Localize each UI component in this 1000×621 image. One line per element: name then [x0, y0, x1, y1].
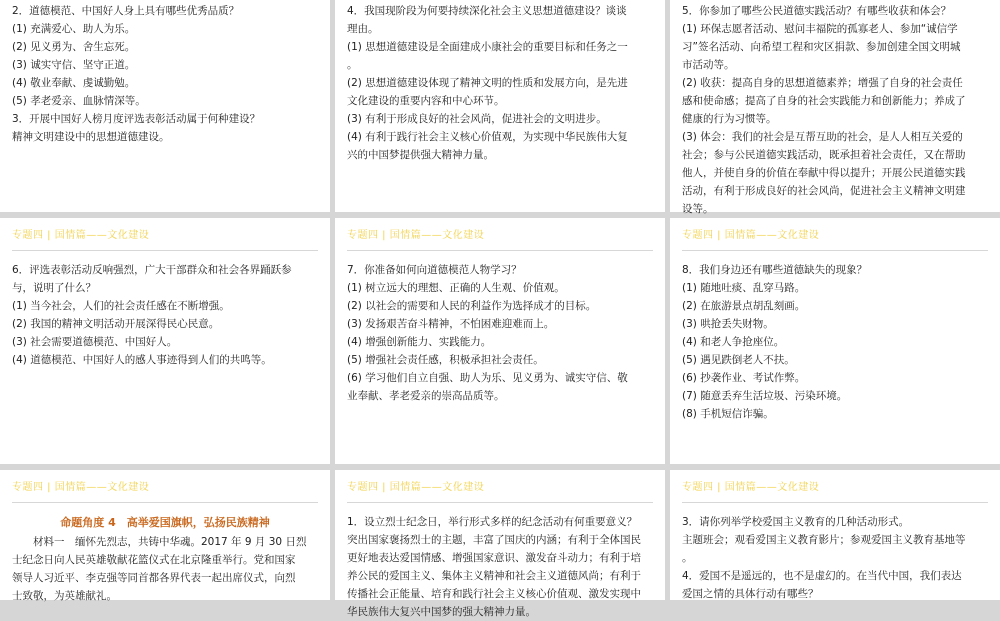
panel-body: [347, 513, 653, 621]
header-divider: [347, 250, 653, 251]
panel-q7: [335, 218, 665, 464]
text-line: (1) 随地吐痰、乱穿马路。: [682, 282, 806, 294]
text-line: 。: [347, 59, 358, 71]
text-line: (1) 当今社会，人们的社会责任感在不断增强。: [12, 300, 230, 312]
panel-q3-q4-patriotism: [670, 470, 1000, 600]
text-line: 理由。: [347, 23, 379, 35]
text-line: 华民族伟大复兴中国梦的强大精神力量。: [347, 606, 536, 618]
text-line: 5．你参加了哪些公民道德实践活动？有哪些收获和体会？: [682, 5, 952, 17]
text-line: (2) 我国的精神文明活动开展深得民心民意。: [12, 318, 220, 330]
text-line: 3．开展中国好人榜月度评选表彰活动属于何种建设？: [12, 113, 261, 125]
text-line: (7) 随意丢弃生活垃圾、污染环境。: [682, 390, 848, 402]
text-line: (3) 发扬艰苦奋斗精神，不怕困难迎难而上。: [347, 318, 555, 330]
text-line: 材料一 缅怀先烈志，共铸中华魂。2017 年 9 月 30 日烈: [33, 536, 307, 548]
header-divider: [12, 502, 318, 503]
text-line: (1) 充满爱心、助人为乐。: [12, 23, 136, 35]
header-divider: [12, 250, 318, 251]
text-line: (4) 增强创新能力、实践能力。: [347, 336, 492, 348]
text-line: 1．设立烈士纪念日，举行形式多样的纪念活动有何重要意义？: [347, 516, 638, 528]
text-line: (5) 遇见跌倒老人不扶。: [682, 354, 795, 366]
text-line: 更好地表达爱国情感、增强国家意识、激发奋斗动力；有利于培: [347, 552, 641, 564]
text-line: (6) 学习他们自立自强、助人为乐、见义勇为、诚实守信、敬: [347, 372, 628, 384]
slide-header: 专题四 | 国情篇——文化建设: [682, 230, 820, 241]
text-line: 市活动等。: [682, 59, 735, 71]
panel-q6: [0, 218, 330, 464]
panel-q2-q3: [0, 0, 330, 212]
text-line: (6) 抄袭作业、考试作弊。: [682, 372, 806, 384]
text-line: 业奉献、孝老爱亲的崇高品质等。: [347, 390, 505, 402]
slide-header: 专题四 | 国情篇——文化建设: [347, 482, 485, 493]
text-line: (1) 树立远大的理想、正确的人生观、价值观。: [347, 282, 565, 294]
text-line: 领导人习近平、李克强等同首都各界代表一起出席仪式，向烈: [12, 572, 296, 584]
slide-header: 专题四 | 国情篇——文化建设: [12, 230, 150, 241]
text-line: 文化建设的重要内容和中心环节。: [347, 95, 505, 107]
text-line: 士致敬，为英雄献礼。: [12, 590, 117, 602]
text-line: 主题班会；观看爱国主义教育影片；参观爱国主义教育基地等: [682, 534, 966, 546]
text-line: 习”签名活动、向希望工程和灾区捐款、参加创建全国文明城: [682, 41, 961, 53]
text-line: (3) 体会：我们的社会是互帮互助的社会，是人人相互关爱的: [682, 131, 963, 143]
header-divider: [682, 502, 988, 503]
text-line: 爱国之情的具体行动有哪些？: [682, 588, 819, 600]
panel-body: [682, 0, 988, 218]
panel-q1-martyrs: [335, 470, 665, 618]
text-line: 传播社会正能量、培育和践行社会主义核心价值观、激发实现中: [347, 588, 641, 600]
panel-body: [12, 0, 318, 146]
text-line: (5) 增强社会责任感，积极承担社会责任。: [347, 354, 544, 366]
text-line: (3) 诚实守信、坚守正道。: [12, 59, 136, 71]
text-line: 与，说明了什么？: [12, 282, 96, 294]
text-line: 设等。: [682, 203, 714, 215]
text-line: 3．请你列举学校爱国主义教育的几种活动形式。: [682, 516, 910, 528]
panel-q5: [670, 0, 1000, 215]
header-divider: [682, 250, 988, 251]
text-line: (2) 收获：提高自身的思想道德素养；增强了自身的社会责任: [682, 77, 963, 89]
text-line: 他人，并使自身的价值在奉献中得以提升；开展公民道德实践: [682, 167, 966, 179]
text-line: 4．我国现阶段为何要持续深化社会主义思想道德建设？谈谈: [347, 5, 627, 17]
text-line: 活动，有利于形成良好的社会风尚，促进社会主义精神文明建: [682, 185, 966, 197]
text-line: (4) 和老人争抢座位。: [682, 336, 785, 348]
text-line: 7．你准备如何向道德模范人物学习？: [347, 264, 522, 276]
text-line: (3) 社会需要道德模范、中国好人。: [12, 336, 178, 348]
text-line: 社会；参与公民道德实践活动，既承担着社会责任，又在帮助: [682, 149, 966, 161]
text-line: (2) 思想道德建设体现了精神文明的性质和发展方向，是先进: [347, 77, 628, 89]
header-divider: [347, 502, 653, 503]
text-line: (3) 有利于形成良好的社会风尚，促进社会的文明进步。: [347, 113, 607, 125]
panel-q4: [335, 0, 665, 212]
text-line: 兴的中国梦提供强大精神力量。: [347, 149, 494, 161]
panel-q8: [670, 218, 1000, 464]
text-line: 突出国家褒扬烈士的主题，丰富了国庆的内涵；有利于全体国民: [347, 534, 641, 546]
text-line: 士纪念日向人民英雄敬献花篮仪式在北京隆重举行。党和国家: [12, 554, 296, 566]
panel-body: [682, 513, 988, 603]
text-line: 8．我们身边还有哪些道德缺失的现象？: [682, 264, 868, 276]
text-line: (1) 环保志愿者活动、慰问丰福院的孤寡老人、参加“诚信学: [682, 23, 958, 35]
panel-body: [347, 0, 653, 164]
text-line: (4) 有利于践行社会主义核心价值观，为实现中华民族伟大复: [347, 131, 628, 143]
slide-header: 专题四 | 国情篇——文化建设: [12, 482, 150, 493]
text-line: 4．爱国不是遥远的，也不是虚幻的。在当代中国，我们表达: [682, 570, 962, 582]
text-line: (8) 手机短信诈骗。: [682, 408, 774, 420]
topic-angle-title: 命题角度 4 高举爱国旗帜，弘扬民族精神: [60, 516, 270, 529]
text-line: 6．评选表彰活动反响强烈，广大干部群众和社会各界踊跃参: [12, 264, 292, 276]
panel-angle4-material: [0, 470, 330, 600]
text-line: 。: [682, 552, 693, 564]
text-line: (2) 见义勇为、舍生忘死。: [12, 41, 136, 53]
panel-body: [347, 261, 653, 405]
panel-body: [682, 261, 988, 423]
text-line: (3) 哄抢丢失财物。: [682, 318, 774, 330]
slide-header: 专题四 | 国情篇——文化建设: [347, 230, 485, 241]
text-line: 养公民的爱国主义、集体主义精神和社会主义道德风尚；有利于: [347, 570, 641, 582]
text-line: 精神文明建设中的思想道德建设。: [12, 131, 170, 143]
text-line: (2) 在旅游景点胡乱刻画。: [682, 300, 806, 312]
text-line: (4) 敬业奉献、虔诚勤勉。: [12, 77, 136, 89]
text-line: (1) 思想道德建设是全面建成小康社会的重要目标和任务之一: [347, 41, 628, 53]
text-line: 健康的行为习惯等。: [682, 113, 777, 125]
text-line: (4) 道德模范、中国好人的感人事迹得到人们的共鸣等。: [12, 354, 272, 366]
text-line: 2．道德模范、中国好人身上具有哪些优秀品质？: [12, 5, 240, 17]
panel-body: [12, 533, 318, 605]
panel-body: [12, 261, 318, 369]
text-line: 感和使命感；提高了自身的社会实践能力和创新能力；养成了: [682, 95, 966, 107]
slide-header: 专题四 | 国情篇——文化建设: [682, 482, 820, 493]
text-line: (5) 孝老爱亲、血脉情深等。: [12, 95, 146, 107]
text-line: (2) 以社会的需要和人民的利益作为选择成才的目标。: [347, 300, 597, 312]
